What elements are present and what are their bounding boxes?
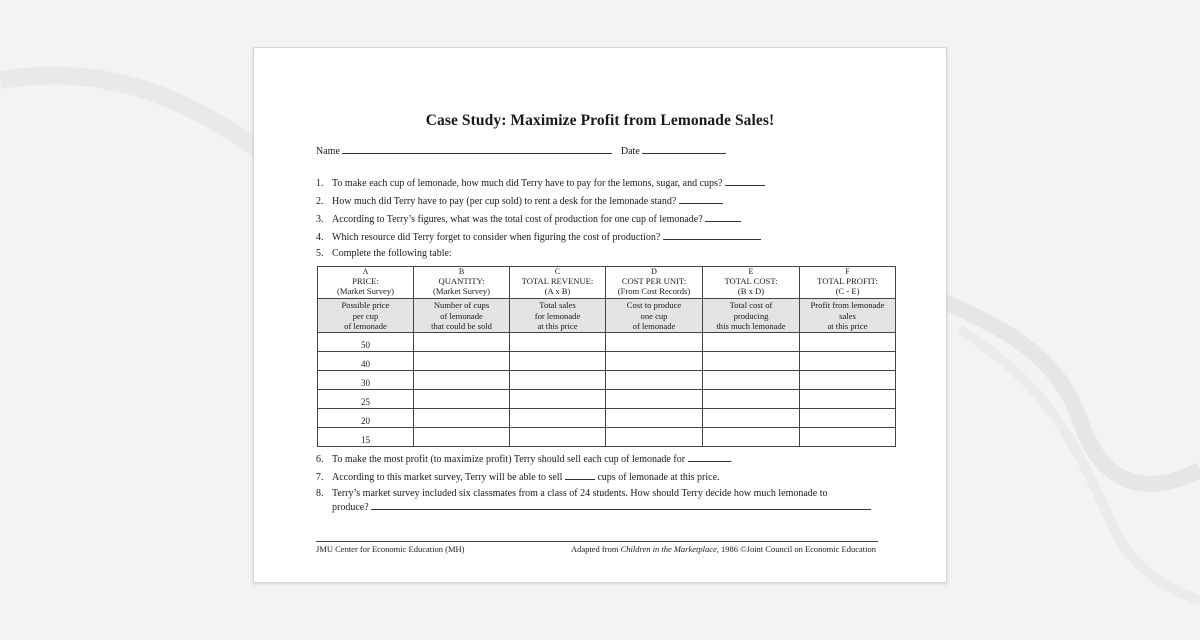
column-header-total-revenue: TOTAL REVENUE: (A x B) (510, 276, 606, 299)
question-number: 6. (316, 454, 324, 465)
cost-per-unit-cell[interactable] (606, 333, 703, 352)
table-row (318, 371, 896, 390)
quantity-cell[interactable] (414, 428, 510, 447)
question-tail: . (729, 454, 733, 465)
question-text: According to this market survey, Terry will be able to sell (332, 472, 563, 483)
answer-blank[interactable] (679, 194, 723, 204)
question-text: Which resource did Terry forget to consider when figuring the cost of production? (332, 232, 661, 243)
column-header-total-profit: TOTAL PROFIT: (C - E) (800, 276, 896, 299)
footer-credit: JMU Center for Economic Education (MH) (316, 544, 465, 554)
column-description: Total sales for lemonade at this price (510, 299, 606, 333)
question-number: 4. (316, 232, 324, 243)
question-5 (316, 248, 452, 260)
cost-per-unit-cell[interactable] (606, 428, 703, 447)
price-cell: 15 (318, 428, 414, 447)
price-cell: 20 (318, 409, 414, 428)
revenue-cell[interactable] (510, 390, 606, 409)
question-1 (316, 176, 765, 190)
date-blank[interactable] (642, 144, 726, 154)
revenue-cell[interactable] (510, 428, 606, 447)
profit-cell[interactable] (800, 352, 896, 371)
profit-cell[interactable] (800, 333, 896, 352)
worksheet-title: Case Study: Maximize Profit from Lemonade Sales! (425, 112, 775, 129)
profit-cell[interactable] (800, 390, 896, 409)
footer-divider (316, 541, 878, 542)
quantity-cell[interactable] (414, 390, 510, 409)
footer-source-title: Children in the Marketplace, (620, 544, 719, 554)
question-text: According to Terry’s figures, what was the total cost of production for one cup of lemonade? (332, 214, 703, 225)
cost-per-unit-cell[interactable] (606, 352, 703, 371)
table-row (318, 333, 896, 352)
revenue-cell[interactable] (510, 333, 606, 352)
answer-blank[interactable] (371, 500, 871, 510)
column-header-price: PRICE: (Market Survey) (318, 276, 414, 299)
total-cost-cell[interactable] (703, 371, 800, 390)
profit-table (317, 266, 896, 447)
column-header-cost-per-unit: COST PER UNIT: (From Cost Records) (606, 276, 703, 299)
question-number: 2. (316, 196, 324, 207)
date-label: Date (620, 146, 640, 157)
total-cost-cell[interactable] (703, 333, 800, 352)
answer-blank[interactable] (725, 176, 765, 186)
footer-source-suffix: 1986 ©Joint Council on Economic Education (721, 544, 876, 554)
column-description: Cost to produce one cup of lemonade (606, 299, 703, 333)
price-cell: 25 (318, 390, 414, 409)
revenue-cell[interactable] (510, 371, 606, 390)
question-text: How much did Terry have to pay (per cup sold) to rent a desk for the lemonade stand? (332, 196, 677, 207)
revenue-cell[interactable] (510, 352, 606, 371)
profit-cell[interactable] (800, 428, 896, 447)
question-number: 3. (316, 214, 324, 225)
name-label: Name (316, 146, 340, 157)
question-continuation: produce? (332, 502, 369, 513)
column-letter: D (606, 267, 703, 277)
question-4 (316, 230, 761, 244)
question-number: 8. (316, 488, 324, 499)
cost-per-unit-cell[interactable] (606, 390, 703, 409)
table-row (318, 352, 896, 371)
question-8 (316, 488, 881, 514)
question-text-after: cups of lemonade at this price. (597, 472, 720, 483)
question-number: 7. (316, 472, 324, 483)
question-number: 1. (316, 178, 324, 189)
revenue-cell[interactable] (510, 409, 606, 428)
column-description-row (318, 299, 896, 333)
column-letter: F (800, 267, 896, 277)
price-cell: 40 (318, 352, 414, 371)
question-number: 5. (316, 248, 324, 259)
column-letter: E (703, 267, 800, 277)
question-text: Complete the following table: (332, 248, 452, 259)
column-description: Total cost of producing this much lemonade (703, 299, 800, 333)
total-cost-cell[interactable] (703, 409, 800, 428)
question-text: Terry’s market survey included six classmates from a class of 24 students. How should Terry decide how much lemonade to (332, 488, 828, 499)
price-cell: 30 (318, 371, 414, 390)
column-header-row (318, 276, 896, 299)
answer-blank[interactable] (705, 212, 741, 222)
question-3 (316, 212, 741, 226)
column-description: Possible price per cup of lemonade (318, 299, 414, 333)
column-letter: B (414, 267, 510, 277)
profit-cell[interactable] (800, 409, 896, 428)
column-header-quantity: QUANTITY: (Market Survey) (414, 276, 510, 299)
column-letter: C (510, 267, 606, 277)
answer-blank[interactable] (565, 470, 595, 480)
worksheet-page (253, 47, 947, 583)
total-cost-cell[interactable] (703, 428, 800, 447)
table-row (318, 428, 896, 447)
cost-per-unit-cell[interactable] (606, 371, 703, 390)
table-row (318, 409, 896, 428)
question-text: To make the most profit (to maximize profit) Terry should sell each cup of lemonade for (332, 454, 686, 465)
quantity-cell[interactable] (414, 371, 510, 390)
answer-blank[interactable] (688, 452, 730, 462)
answer-blank[interactable] (663, 230, 761, 240)
quantity-cell[interactable] (414, 409, 510, 428)
name-date-line (316, 144, 726, 157)
quantity-cell[interactable] (414, 333, 510, 352)
column-header-total-cost: TOTAL COST: (B x D) (703, 276, 800, 299)
question-text: To make each cup of lemonade, how much did Terry have to pay for the lemons, sugar, and cups? (332, 178, 723, 189)
total-cost-cell[interactable] (703, 390, 800, 409)
table-row (318, 390, 896, 409)
column-description: Number of cups of lemonade that could be sold (414, 299, 510, 333)
column-description: Profit from lemonade sales at this price (800, 299, 896, 333)
question-6 (316, 452, 732, 466)
footer-source (571, 544, 876, 554)
footer-source-prefix: Adapted from (570, 544, 619, 554)
profit-cell[interactable] (800, 371, 896, 390)
name-blank[interactable] (342, 144, 612, 154)
price-cell: 50 (318, 333, 414, 352)
question-2 (316, 194, 723, 208)
question-7 (316, 470, 720, 484)
column-letters-row (318, 267, 896, 277)
quantity-cell[interactable] (414, 352, 510, 371)
cost-per-unit-cell[interactable] (606, 409, 703, 428)
column-letter: A (318, 267, 414, 277)
total-cost-cell[interactable] (703, 352, 800, 371)
